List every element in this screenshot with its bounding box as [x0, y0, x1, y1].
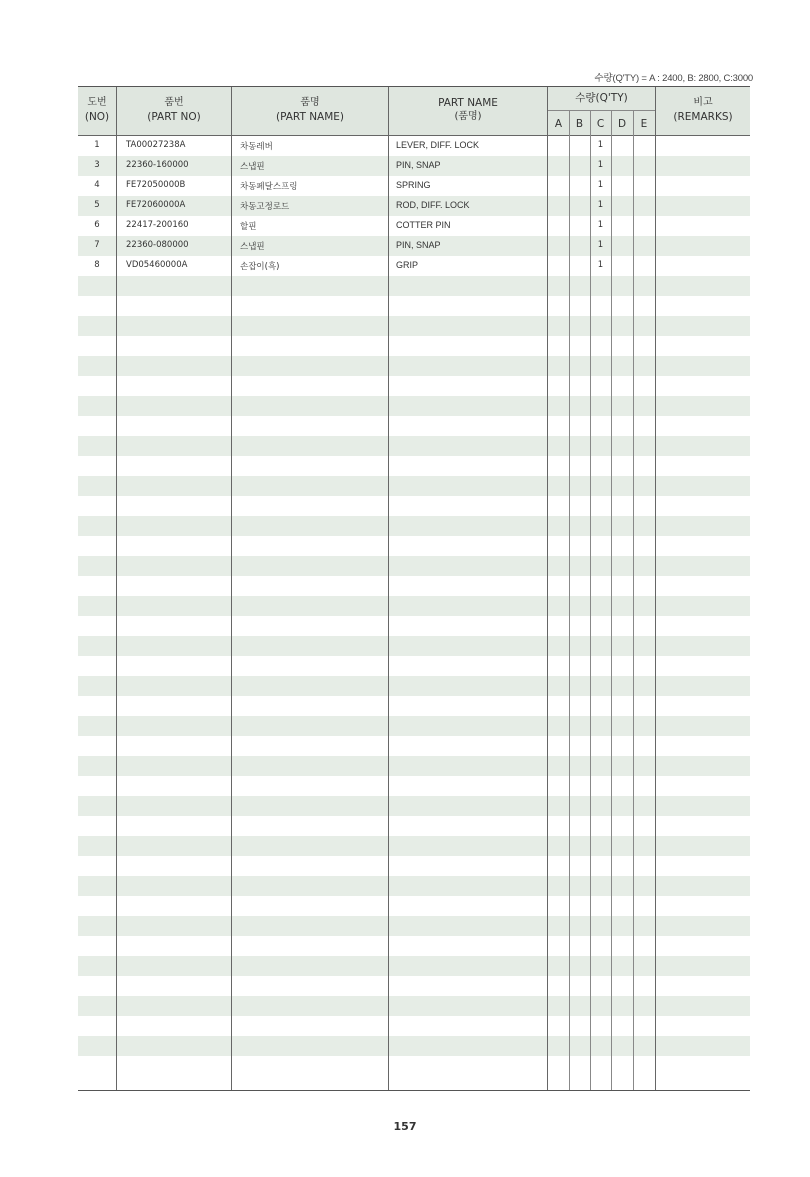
row-name-ko: 차동페달스프링 — [240, 182, 298, 192]
header-part-no-en: (PART NO) — [147, 111, 201, 123]
row-stripe — [78, 716, 750, 736]
row-stripe — [78, 1036, 750, 1056]
row-stripe — [78, 316, 750, 336]
row-stripe — [78, 796, 750, 816]
row-name-en: PIN, SNAP — [396, 160, 441, 170]
header-no — [78, 96, 116, 124]
row-part-no: 22417-200160 — [126, 220, 189, 230]
page-number: 157 — [393, 1120, 417, 1133]
header-part-name-en — [389, 96, 547, 124]
row-name-en: SPRING — [396, 180, 431, 190]
row-stripe — [78, 756, 750, 776]
row-name-ko: 스냅핀 — [240, 162, 265, 172]
row-stripe — [78, 436, 750, 456]
header-qty-e: E — [640, 118, 648, 130]
header-part-name-ko — [232, 96, 388, 124]
row-no: 8 — [94, 260, 100, 270]
row-part-no: 22360-080000 — [126, 240, 189, 250]
header-no-en: (NO) — [84, 111, 110, 123]
row-name-ko: 차동고정로드 — [240, 202, 290, 212]
row-stripe — [78, 356, 750, 376]
row-no: 7 — [94, 240, 100, 250]
row-part-no: VD05460000A — [126, 260, 188, 270]
header-qty-b: B — [575, 118, 584, 130]
row-name-ko: 손잡이(흑) — [240, 262, 280, 272]
row-stripe — [78, 556, 750, 576]
header-qty-d: D — [617, 118, 627, 130]
row-name-en: ROD, DIFF. LOCK — [396, 200, 470, 210]
row-no: 3 — [94, 160, 100, 170]
row-stripe — [78, 476, 750, 496]
row-name-ko: 스냅핀 — [240, 242, 265, 252]
row-qty-c: 1 — [597, 160, 604, 170]
table-bottom-border — [78, 1090, 750, 1091]
row-no: 5 — [94, 200, 100, 210]
row-stripe — [78, 876, 750, 896]
row-no: 6 — [94, 220, 100, 230]
table-row — [78, 236, 750, 256]
row-qty-c: 1 — [597, 200, 604, 210]
row-stripe — [78, 276, 750, 296]
header-part-name-en-sub: (품명) — [454, 111, 482, 122]
row-name-en: COTTER PIN — [396, 220, 451, 230]
row-part-no: TA00027238A — [126, 140, 186, 150]
row-name-en: PIN, SNAP — [396, 240, 441, 250]
row-qty-c: 1 — [597, 180, 604, 190]
row-qty-c: 1 — [597, 260, 604, 270]
header-qty: 수량(Q'TY) — [575, 92, 628, 104]
row-stripe — [78, 396, 750, 416]
row-stripe — [78, 836, 750, 856]
row-stripe — [78, 996, 750, 1016]
header-remarks — [656, 96, 750, 124]
header-part-name-ko-sub: (PART NAME) — [275, 111, 345, 123]
header-qty-a: A — [554, 118, 563, 130]
row-name-ko: 차동레버 — [240, 142, 273, 152]
header-part-no — [117, 96, 231, 124]
row-qty-c: 1 — [597, 240, 604, 250]
row-stripe — [78, 916, 750, 936]
row-part-no: FE72050000B — [126, 180, 186, 190]
row-stripe — [78, 956, 750, 976]
table-row — [78, 216, 750, 236]
table-row — [78, 196, 750, 216]
row-name-en: LEVER, DIFF. LOCK — [396, 140, 480, 150]
row-part-no: FE72060000A — [126, 200, 186, 210]
qty-header-divider — [548, 110, 655, 111]
table-row — [78, 256, 750, 276]
quantity-note: 수량(Q'TY) = A : 2400, B: 2800, C:3000 — [594, 73, 753, 84]
row-qty-c: 1 — [597, 220, 604, 230]
row-no: 1 — [94, 140, 100, 150]
row-qty-c: 1 — [597, 140, 604, 150]
header-part-no-ko: 품번 — [164, 97, 184, 108]
table-row — [78, 176, 750, 196]
header-remarks-ko: 비고 — [693, 97, 713, 108]
row-no: 4 — [94, 180, 100, 190]
header-part-name-en-title: PART NAME — [438, 97, 498, 109]
header-remarks-en: (REMARKS) — [673, 111, 733, 123]
row-name-en: GRIP — [396, 260, 419, 270]
row-stripe — [78, 676, 750, 696]
header-qty-c: C — [596, 118, 605, 130]
row-name-ko: 할핀 — [240, 222, 257, 232]
table-row — [78, 156, 750, 176]
header-part-name-ko-title: 품명 — [300, 97, 320, 108]
row-stripe — [78, 636, 750, 656]
row-part-no: 22360-160000 — [126, 160, 189, 170]
row-stripe — [78, 596, 750, 616]
row-stripe — [78, 516, 750, 536]
table-row — [78, 136, 750, 156]
header-no-ko: 도번 — [87, 97, 107, 108]
